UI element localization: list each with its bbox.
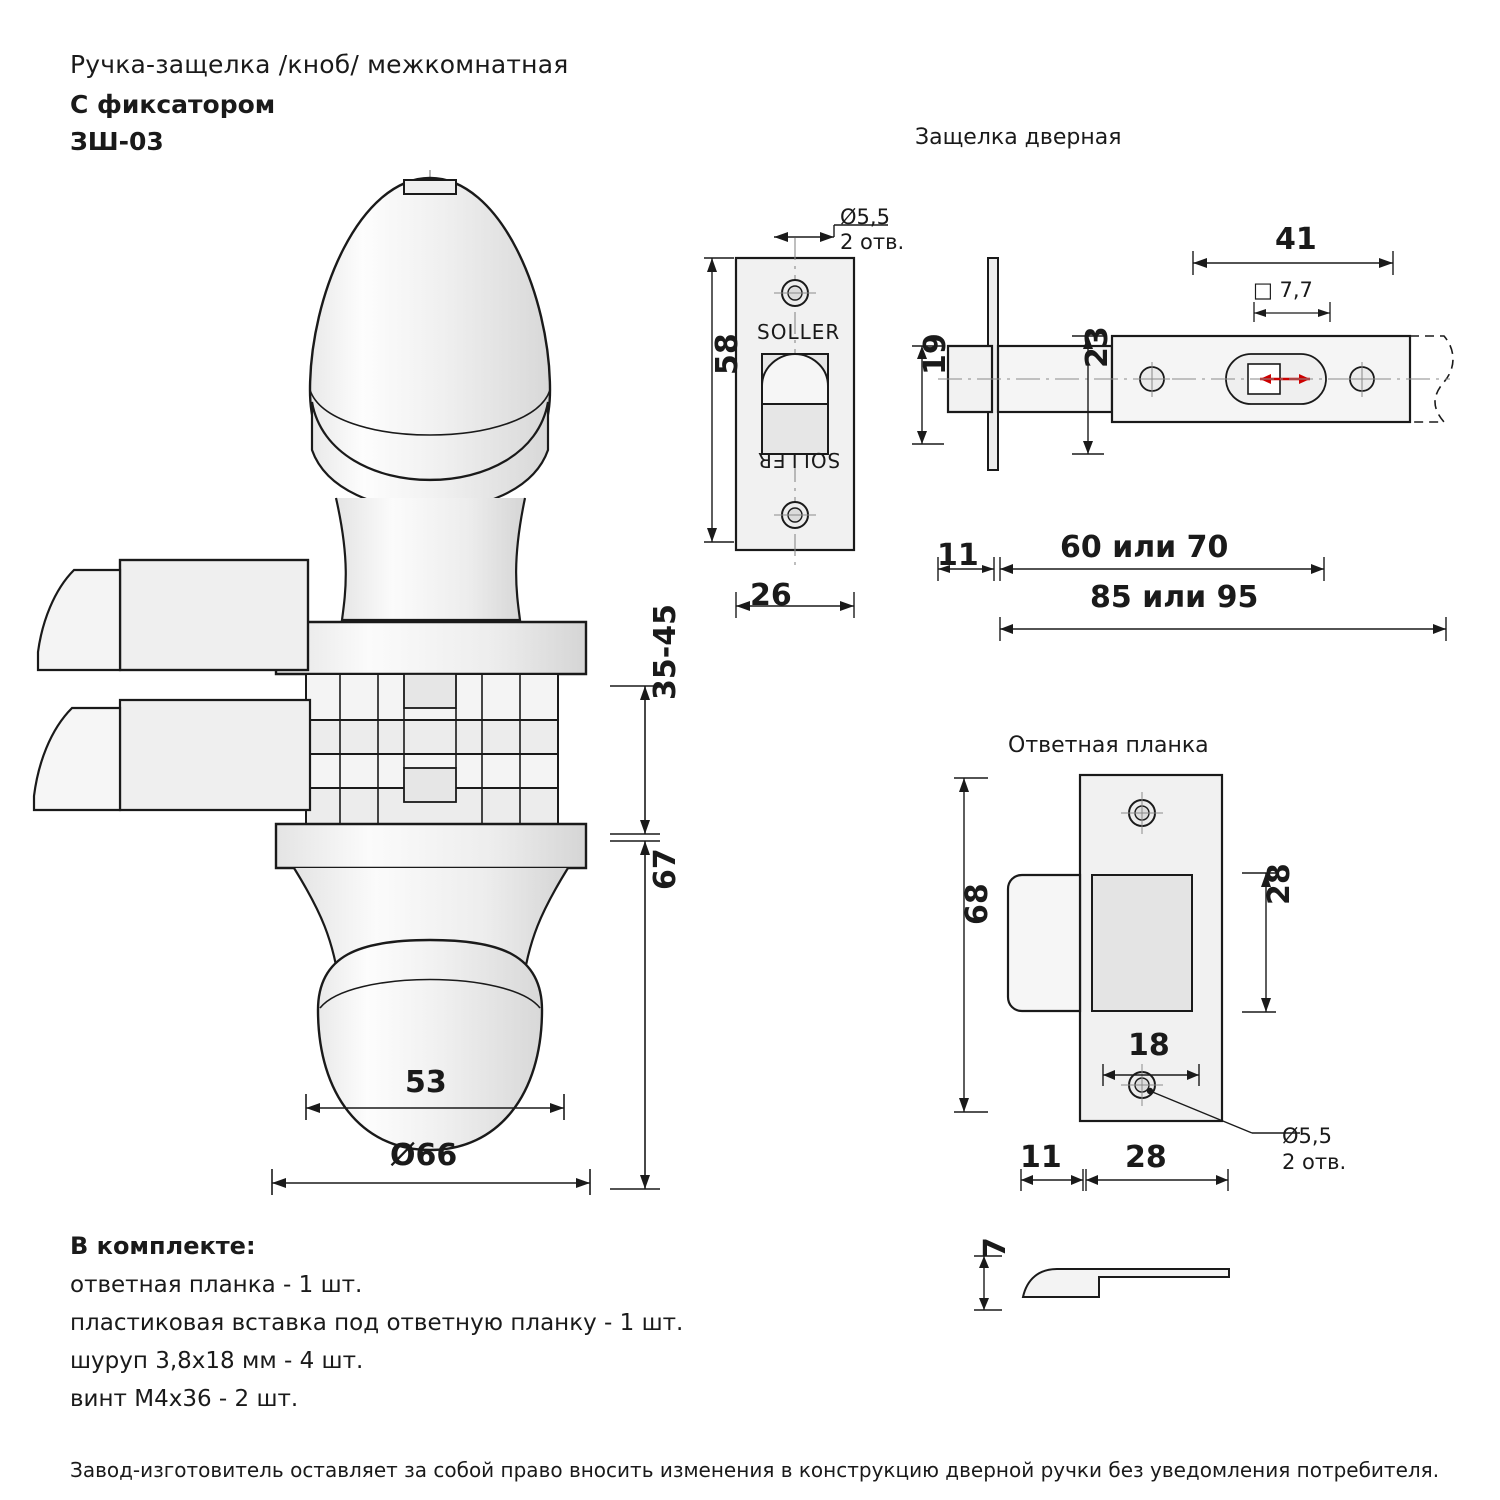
knob-assembly-drawing	[0, 150, 700, 1210]
dim-strike-thickness-label: 7	[978, 1237, 1013, 1258]
dim-rosette-width-label: 53	[405, 1065, 447, 1100]
dim-faceplate-width-label: 26	[750, 578, 792, 613]
latch-bolt-detail	[20, 690, 340, 830]
dim-bolt-projection-label: 19	[918, 333, 953, 375]
lower-rosette	[276, 824, 586, 868]
strike-section-title: Ответная планка	[1008, 733, 1209, 758]
product-model-title: ЗШ-03	[70, 127, 164, 156]
dim-spindle-label: □ 7,7	[1253, 278, 1313, 302]
latch-side-view	[930, 250, 1470, 540]
kit-item-0: ответная планка - 1 шт.	[70, 1272, 363, 1298]
kit-item-1: пластиковая вставка под ответную планку - 1 шт.	[70, 1310, 684, 1336]
dim-backset41-label: 41	[1275, 222, 1317, 257]
dim-strike-thickness-arrow	[960, 1248, 1004, 1320]
faceplate-hole-count-label: 2 отв.	[840, 230, 905, 254]
dim-height-range-arrow	[600, 680, 670, 840]
kit-heading: В комплекте:	[70, 1232, 256, 1260]
kit-item-3: винт М4х36 - 2 шт.	[70, 1386, 299, 1412]
dim-total-85-95-label: 85 или 95	[1090, 580, 1259, 615]
upper-knob-neck	[336, 498, 525, 620]
faceplate-brand-bottom: SOLLER	[757, 448, 841, 472]
dim-total-85-95-arrow	[994, 615, 1464, 645]
faceplate-hole-dia-label: Ø5,5	[840, 205, 890, 229]
spindle-body	[306, 674, 558, 824]
latch-body-side	[38, 560, 308, 670]
dim-strike-width-label: 28	[1125, 1140, 1167, 1175]
dim-faceplate-height-label: 58	[710, 333, 745, 375]
strike-plate-side-profile	[995, 1245, 1255, 1315]
dim-strike-height-arrow	[940, 770, 990, 1120]
product-feature-title: С фиксатором	[70, 90, 276, 119]
latch-bolt-tongue	[38, 570, 120, 670]
dim-strike-tab-label: 18	[1128, 1028, 1170, 1063]
dim-faceplate-height-arrow	[690, 250, 736, 550]
dim-strike-offset-label: 11	[1020, 1140, 1062, 1175]
latch-section-title: Защелка дверная	[915, 125, 1122, 150]
dim-strike-tab-arrow	[1095, 1060, 1215, 1090]
dim-knob-diameter-label: Ø66	[390, 1138, 458, 1173]
faceplate-brand-top: SOLLER	[757, 320, 841, 344]
dim-strike-height-label: 68	[960, 883, 995, 925]
dim-spindle-arrow	[1248, 300, 1338, 326]
dim-height-range-label: 35-45	[648, 604, 683, 700]
strike-hole-count-label: 2 отв.	[1282, 1150, 1347, 1174]
dim-case-height-label: 23	[1080, 326, 1115, 368]
dim-plate-thickness-label: 11	[937, 538, 979, 573]
upper-rosette	[276, 622, 586, 674]
kit-item-2: шуруп 3,8х18 мм - 4 шт.	[70, 1348, 364, 1374]
manufacturer-disclaimer: Завод-изготовитель оставляет за собой право вносить изменения в конструкцию дверной ручки без уведомления потребителя.	[70, 1458, 1440, 1482]
dim-strike-opening-label: 28	[1262, 863, 1297, 905]
strike-hole-dia-label: Ø5,5	[1282, 1124, 1332, 1148]
product-type-title: Ручка-защелка /кноб/ межкомнатная	[70, 50, 569, 79]
dim-total-height-label: 67	[648, 848, 683, 890]
dim-backset-60-70-label: 60 или 70	[1060, 530, 1229, 565]
